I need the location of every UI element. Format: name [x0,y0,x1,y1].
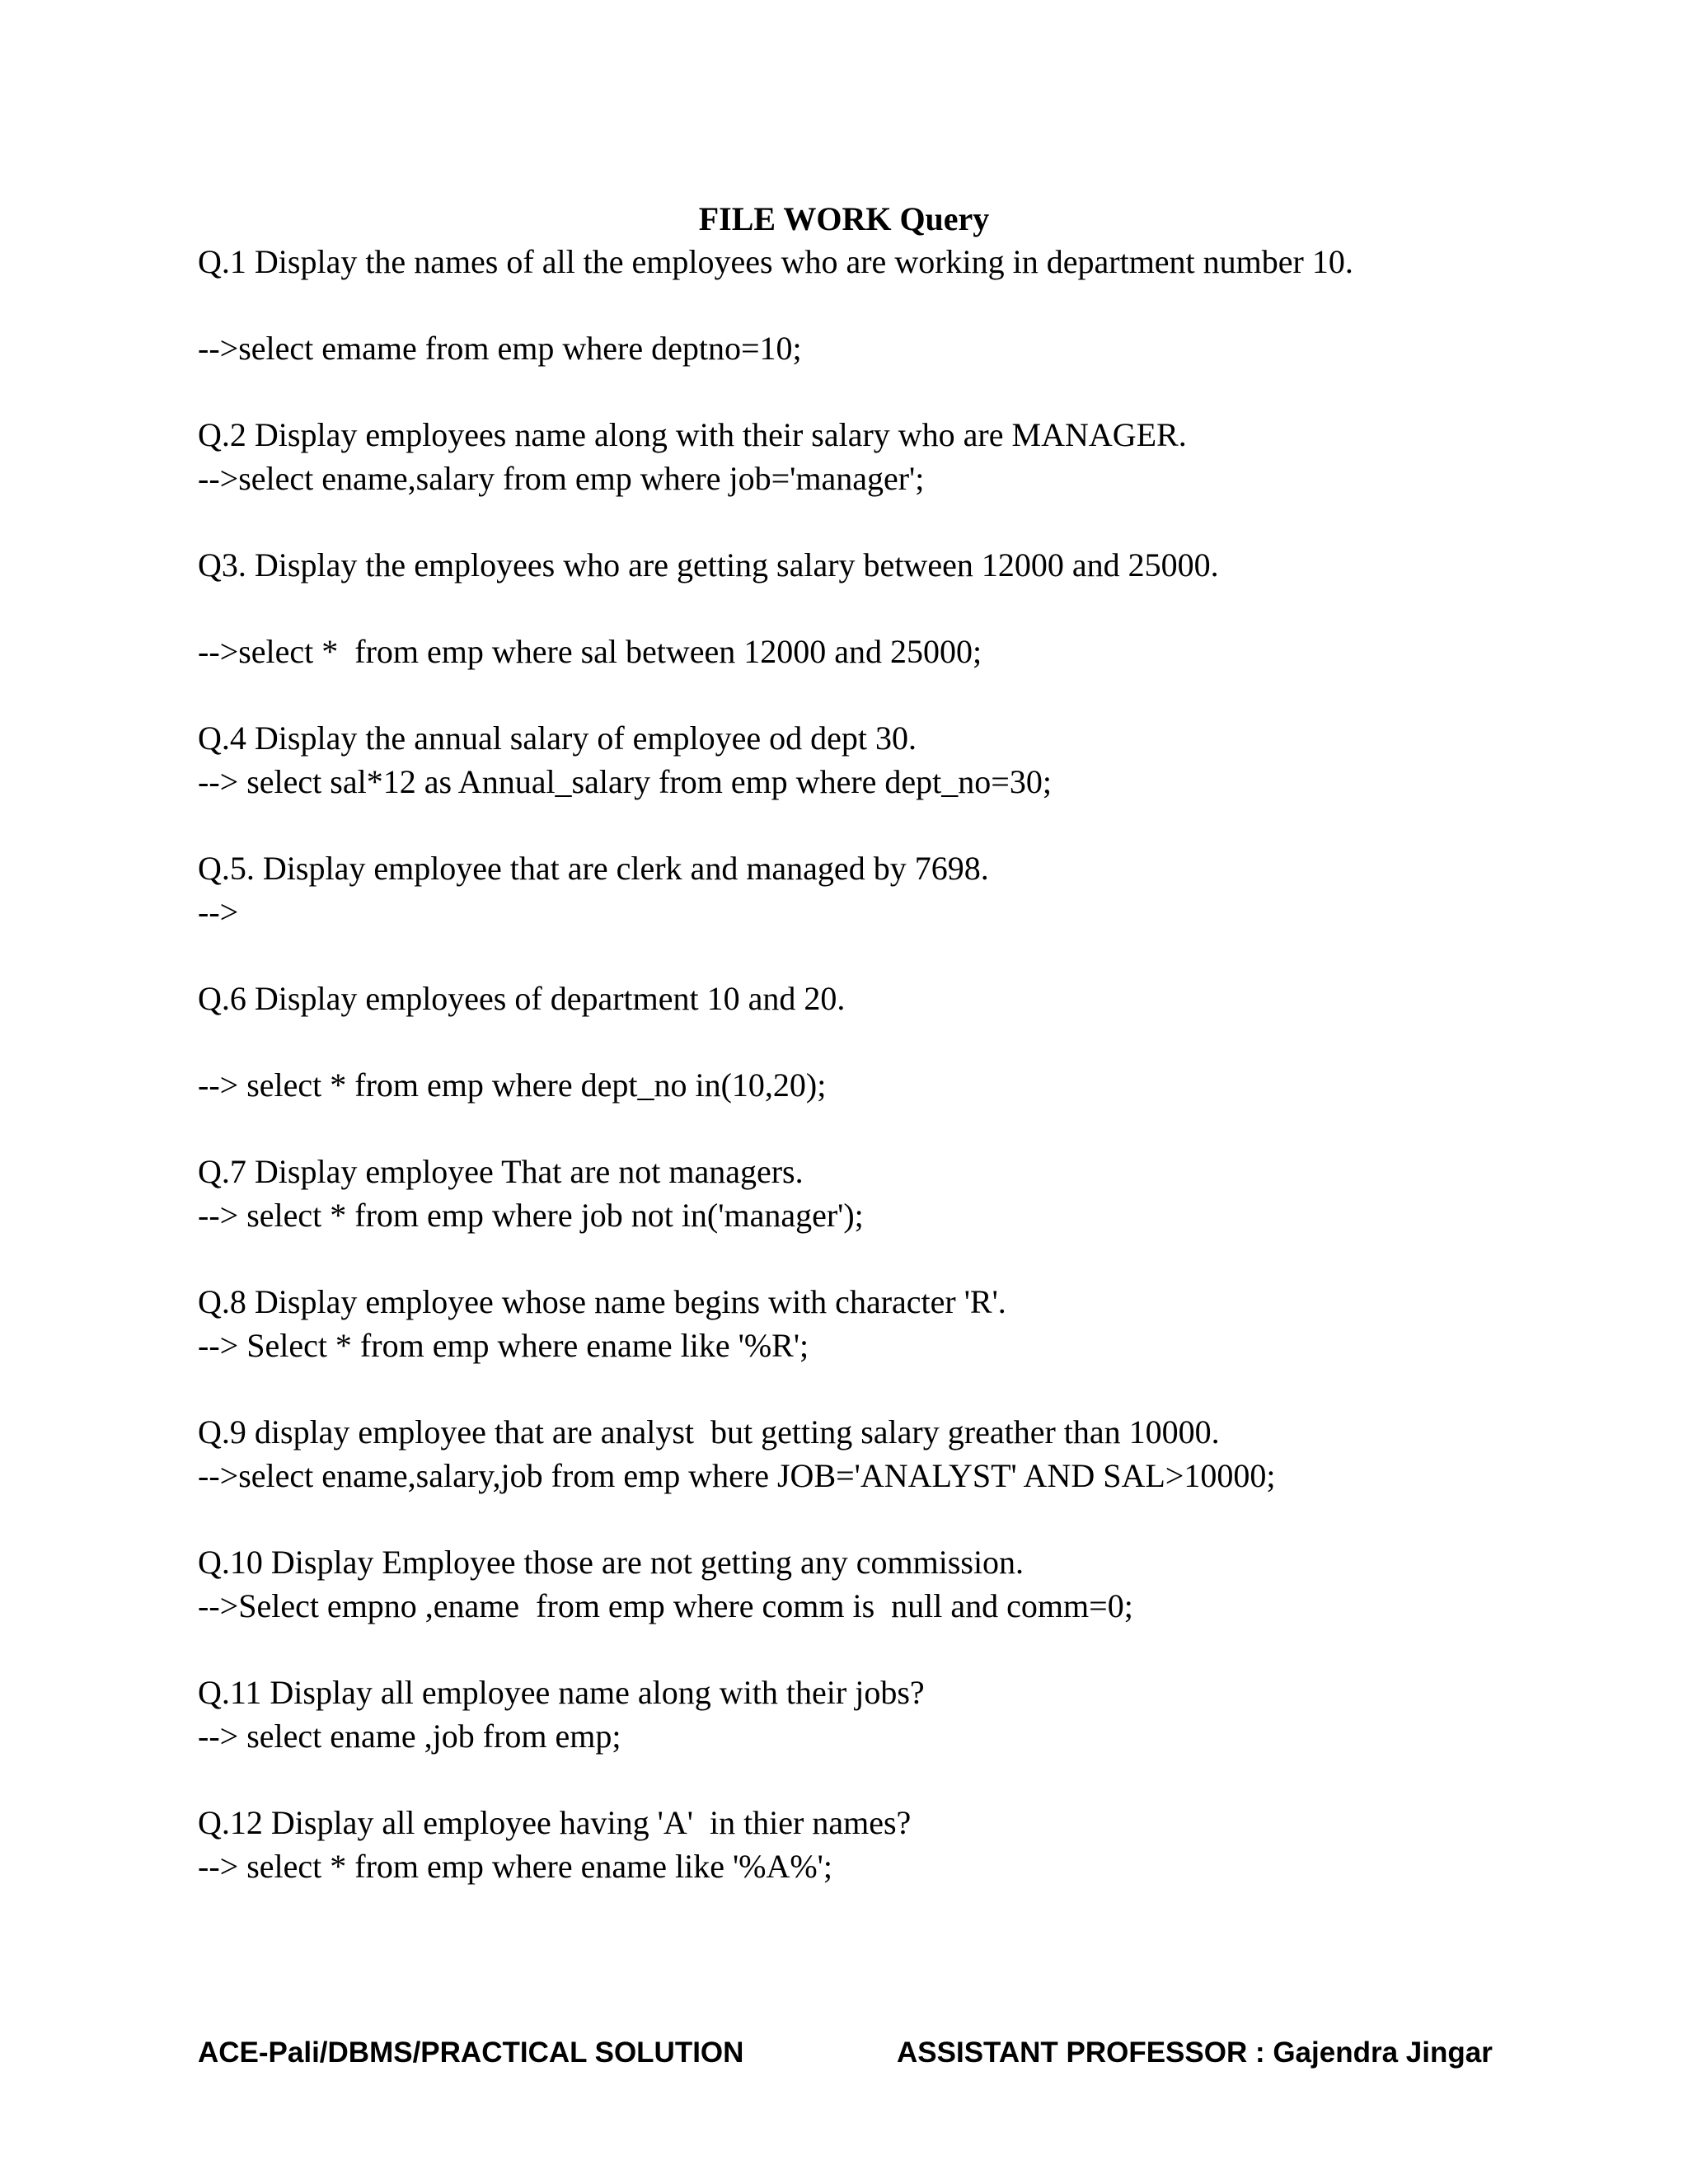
question-6: Q.6 Display employees of department 10 and 20. [198,980,846,1017]
question-8: Q.8 Display employee whose name begins with character 'R'. [198,1283,1006,1320]
answer-9: -->select ename,salary,job from emp where JOB='ANALYST' AND SAL>10000; [198,1457,1276,1494]
answer-1: -->select emame from emp where deptno=10; [198,330,802,367]
question-2: Q.2 Display employees name along with their salary who are MANAGER. [198,416,1187,453]
answer-11: --> select ename ,job from emp; [198,1718,621,1755]
answer-4: --> select sal*12 as Annual_salary from emp where dept_no=30; [198,763,1052,800]
answer-2: -->select ename,salary from emp where job='manager'; [198,460,925,497]
answer-5: --> [198,893,239,930]
question-1: Q.1 Display the names of all the employees who are working in department number 10. [198,243,1353,280]
question-9: Q.9 display employee that are analyst but getting salary greather than 10000. [198,1413,1220,1451]
question-3: Q3. Display the employees who are getting salary between 12000 and 25000. [198,546,1219,583]
question-4: Q.4 Display the annual salary of employee od dept 30. [198,719,917,757]
question-12: Q.12 Display all employee having 'A' in thier names? [198,1804,912,1841]
question-7: Q.7 Display employee That are not managers. [198,1153,804,1190]
answer-12: --> select * from emp where ename like '%A%'; [198,1848,832,1885]
footer-author-label: ASSISTANT PROFESSOR : Gajendra Jingar [897,2036,1493,2069]
question-5: Q.5. Display employee that are clerk and managed by 7698. [198,850,989,887]
answer-8: --> Select * from emp where ename like '%R'; [198,1327,809,1364]
footer-course-label: ACE-Pali/DBMS/PRACTICAL SOLUTION [198,2036,744,2069]
answer-10: -->Select empno ,ename from emp where comm is null and comm=0; [198,1587,1133,1624]
question-11: Q.11 Display all employee name along with their jobs? [198,1674,925,1711]
answer-7: --> select * from emp where job not in('manager'); [198,1197,864,1234]
question-10: Q.10 Display Employee those are not getting any commission. [198,1544,1025,1581]
page-title: FILE WORK Query [698,200,990,237]
answer-3: -->select * from emp where sal between 12000 and 25000; [198,633,982,670]
answer-6: --> select * from emp where dept_no in(10,20); [198,1066,827,1104]
